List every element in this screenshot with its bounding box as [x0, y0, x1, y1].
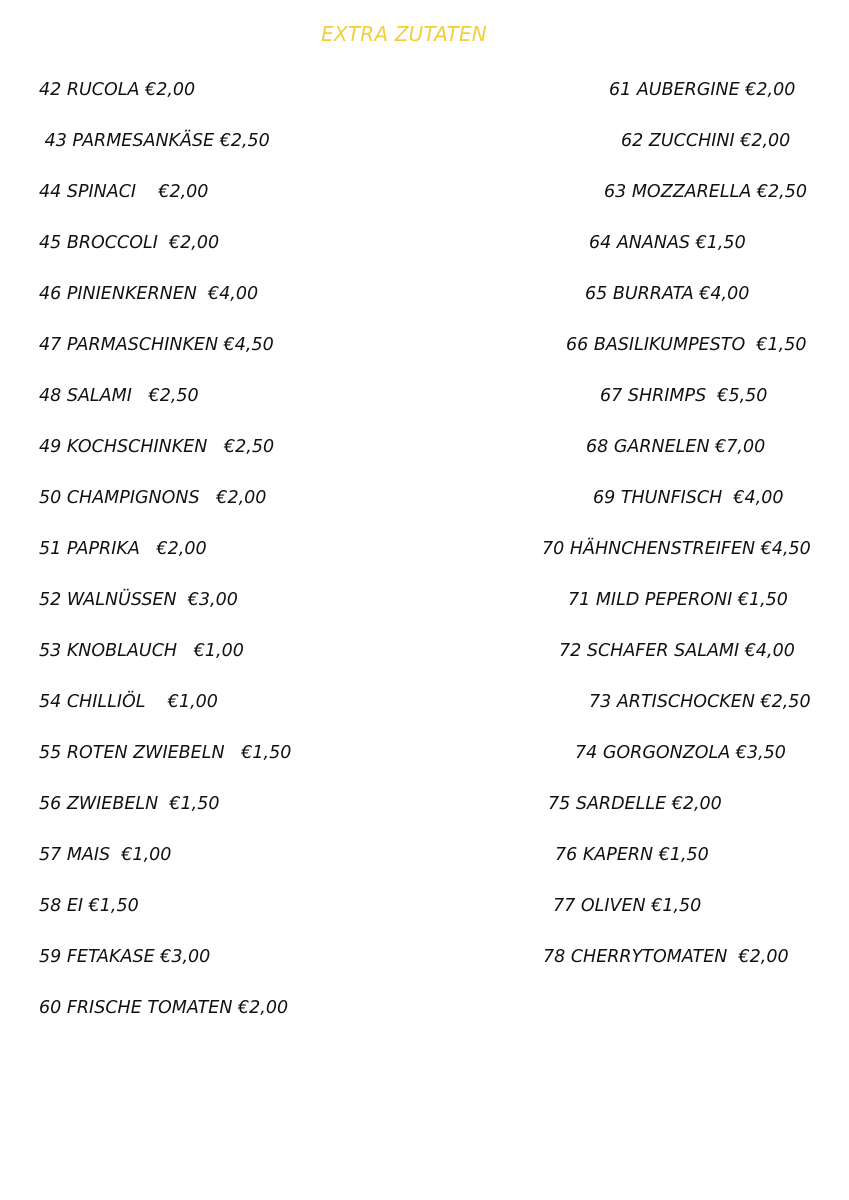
list-item: 71 MILD PEPERONI €1,50: [568, 590, 788, 610]
list-item: 44 SPINACI €2,00: [39, 182, 209, 202]
list-item: 56 ZWIEBELN €1,50: [39, 794, 220, 814]
list-item: 62 ZUCCHINI €2,00: [621, 131, 791, 151]
left-ingredient-list: [39, 75, 419, 1044]
list-item: 78 CHERRYTOMATEN €2,00: [543, 947, 789, 967]
list-item: 69 THUNFISCH €4,00: [593, 488, 784, 508]
list-item: 60 FRISCHE TOMATEN €2,00: [39, 998, 289, 1018]
list-item: 50 CHAMPIGNONS €2,00: [39, 488, 267, 508]
list-item: 70 HÄHNCHENSTREIFEN €4,50: [542, 539, 811, 559]
list-item: 49 KOCHSCHINKEN €2,50: [39, 437, 275, 457]
list-item: 43 PARMESANKÄSE €2,50: [39, 131, 270, 151]
list-item: 65 BURRATA €4,00: [585, 284, 750, 304]
list-item: 45 BROCCOLI €2,00: [39, 233, 220, 253]
list-item: 55 ROTEN ZWIEBELN €1,50: [39, 743, 292, 763]
list-item: 52 WALNÜSSEN €3,00: [39, 590, 238, 610]
list-item: 42 RUCOLA €2,00: [39, 80, 196, 100]
list-item: 46 PINIENKERNEN €4,00: [39, 284, 259, 304]
list-item: 72 SCHAFER SALAMI €4,00: [559, 641, 795, 661]
list-item: 75 SARDELLE €2,00: [548, 794, 722, 814]
list-item: 51 PAPRIKA €2,00: [39, 539, 207, 559]
list-item: 57 MAIS €1,00: [39, 845, 172, 865]
list-item: 63 MOZZARELLA €2,50: [604, 182, 808, 202]
list-item: 54 CHILLIÖL €1,00: [39, 692, 218, 712]
list-item: 66 BASILIKUMPESTO €1,50: [566, 335, 807, 355]
list-item: 58 EI €1,50: [39, 896, 139, 916]
list-item: 53 KNOBLAUCH €1,00: [39, 641, 244, 661]
list-item: 74 GORGONZOLA €3,50: [575, 743, 786, 763]
list-item: 47 PARMASCHINKEN €4,50: [39, 335, 274, 355]
list-item: 73 ARTISCHOCKEN €2,50: [589, 692, 811, 712]
list-item: 61 AUBERGINE €2,00: [609, 80, 796, 100]
list-item: 64 ANANAS €1,50: [589, 233, 746, 253]
right-ingredient-list: [420, 75, 840, 993]
list-item: 77 OLIVEN €1,50: [553, 896, 702, 916]
list-item: 68 GARNELEN €7,00: [586, 437, 766, 457]
list-item: 48 SALAMI €2,50: [39, 386, 199, 406]
list-item: 67 SHRIMPS €5,50: [600, 386, 768, 406]
page-title: EXTRA ZUTATEN: [321, 22, 487, 46]
list-item: 59 FETAKASE €3,00: [39, 947, 211, 967]
list-item: 76 KAPERN €1,50: [555, 845, 709, 865]
